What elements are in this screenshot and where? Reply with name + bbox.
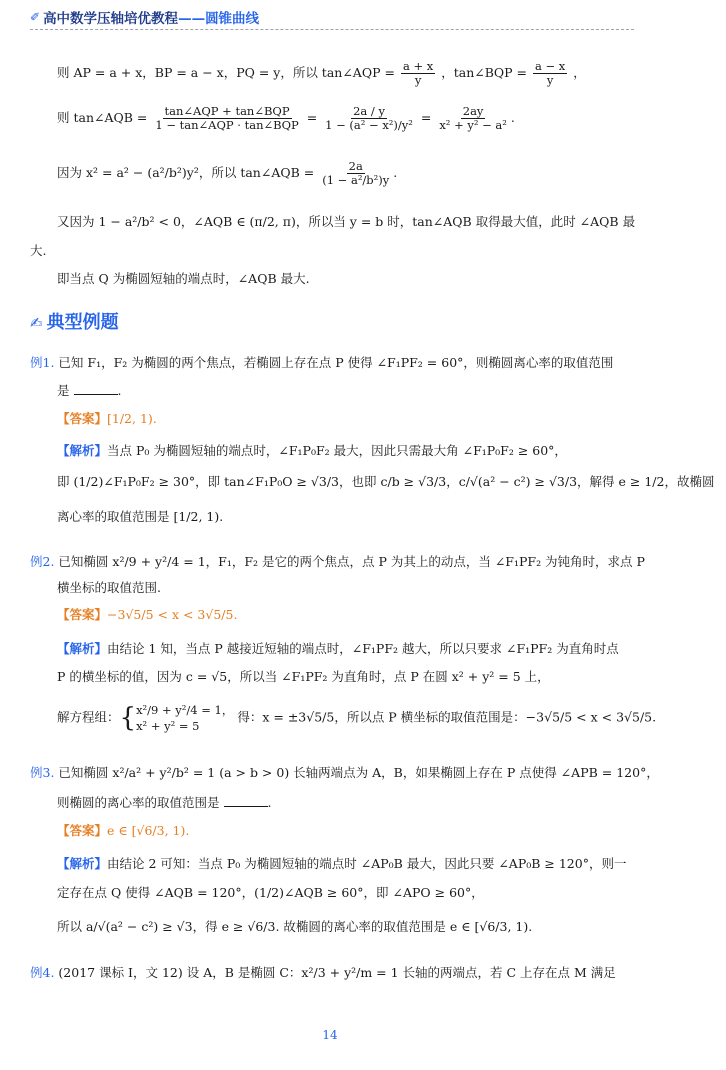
fraction: $\frac{2a / y}{\text{1 − (a² − x²)/y²}}$: [325, 104, 413, 132]
intro-line-5: 大.: [30, 243, 47, 258]
example-4-question: 例4. (2017 课标 Ⅰ，文 12) 设 A，B 是椭圆 C：x²/3 + y²/m = 1 长轴的两端点，若 C 上存在点 M 满足: [30, 965, 616, 980]
answer-blank: [74, 384, 118, 395]
example-3-question: 例3. 已知椭圆 x²/a² + y²/b² = 1 (a > b > 0) 长轴两端点为 A，B，如果椭圆上存在 P 点使得 ∠APB = 120°，: [30, 765, 659, 780]
page-number: 14: [322, 1028, 338, 1042]
example-2-question: 例2. 已知椭圆 x²/9 + y²/4 = 1，F₁，F₂ 是它的两个焦点，点 P 为其上的动点，当 ∠F₁PF₂ 为钝角时，求点 P: [30, 554, 645, 569]
fraction: $\frac{a + x}{y}$: [402, 59, 434, 87]
fraction: $\frac{2ay}{\text{x² + y² − a²}}$: [439, 104, 507, 132]
example-3-analysis-3: 所以 a/√(a² − c²) ≥ √3，得 e ≥ √6/3. 故椭圆的离心率的取值范围是 e ∈ [√6/3, 1).: [57, 919, 533, 934]
header-divider: [30, 29, 634, 30]
example-1-question-cont: 是 .: [57, 383, 122, 398]
fraction: $\frac{2a}{\text{(1 − a²/b²)y}}$: [322, 159, 390, 187]
answer-blank: [224, 796, 268, 807]
intro-line-4: 又因为 1 − a²/b² < 0，∠AQB ∈ (π/2, π)，所以当 y = b 时，tan∠AQB 取得最大值，此时 ∠AQB 最: [57, 214, 636, 229]
intro-line-3: 因为 x² = a² − (a²/b²)y²，所以 tan∠AQB = $\frac{2a}{\text{(1 − a²/b²)y}}$ .: [57, 159, 398, 187]
header-title: 高中数学压轴培优教程: [43, 11, 179, 27]
example-2-question-cont: 横坐标的取值范围.: [57, 580, 161, 595]
compass-icon: ✐: [30, 10, 41, 24]
header-subtitle: ——圆锥曲线: [178, 11, 260, 27]
pen-icon: ✍: [30, 314, 43, 332]
example-3-analysis-1: 【解析】由结论 2 可知：当点 P₀ 为椭圆短轴的端点时 ∠AP₀B 最大，因此只要 ∠AP₀B ≥ 120°，则一: [57, 856, 627, 871]
intro-line-2: 则 tan∠AQB = $\frac{\text{tan∠AQP + tan∠BQP}}{\text{1 − tan∠AQP · tan∠BQP}}$ = $\frac{2a / y}{\text{1 − (a² − x²)/y²}}$ = $\frac{2ay}{\text{x² + y² − a²}}$ .: [57, 104, 515, 132]
intro-line-6: 即当点 Q 为椭圆短轴的端点时，∠AQB 最大.: [57, 271, 310, 286]
page-header: [30, 6, 634, 28]
example-3-analysis-2: 定存在点 Q 使得 ∠AQB = 120°，(1/2)∠AQB ≥ 60°，即 ∠APO ≥ 60°，: [57, 885, 484, 900]
example-1-answer: 【答案】[1/2, 1).: [57, 411, 157, 426]
section-title: ✍ 典型例题: [30, 312, 119, 333]
example-2-analysis-1: 【解析】由结论 1 知，当点 P 越接近短轴的端点时，∠F₁PF₂ 越大，所以只要求 ∠F₁PF₂ 为直角时点: [57, 641, 619, 656]
example-1-question: 例1. 已知 F₁，F₂ 为椭圆的两个焦点，若椭圆上存在点 P 使得 ∠F₁PF₂ = 60°，则椭圆离心率的取值范围: [30, 355, 614, 370]
example-2-analysis-2: P 的横坐标的值，因为 c = √5，所以当 ∠F₁PF₂ 为直角时，点 P 在圆 x² + y² = 5 上，: [57, 669, 550, 684]
example-1-analysis-1: 【解析】当点 P₀ 为椭圆短轴的端点时，∠F₁P₀F₂ 最大，因此只需最大角 ∠F₁P₀F₂ ≥ 60°，: [57, 443, 567, 458]
fraction: $\frac{\text{tan∠AQP + tan∠BQP}}{\text{1 − tan∠AQP · tan∠BQP}}$: [155, 104, 299, 132]
example-2-answer: 【答案】−3√5/5 < x < 3√5/5.: [57, 607, 238, 622]
equation-system: x²/9 + y²/4 = 1， x² + y² = 5: [136, 703, 234, 733]
fraction: $\frac{a - x}{y}$: [535, 59, 566, 87]
example-1-analysis-2: 即 (1/2)∠F₁P₀F₂ ≥ 30°，即 tan∠F₁P₀O ≥ √3/3，也即 c/b ≥ √3/3，c/√(a² − c²) ≥ √3/3，解得 e ≥ 1/2，故椭圆: [57, 474, 715, 489]
example-2-analysis-3: 解方程组：{ x²/9 + y²/4 = 1， x² + y² = 5 得：x = ±3√5/5，所以点 P 横坐标的取值范围是：−3√5/5 < x < 3√5/5.: [57, 703, 657, 733]
example-3-answer: 【答案】e ∈ [√6/3, 1).: [57, 823, 190, 838]
example-3-question-cont: 则椭圆的离心率的取值范围是 .: [57, 795, 272, 810]
intro-line-1: 则 AP = a + x，BP = a − x，PQ = y，所以 tan∠AQP = $\frac{a + x}{y}$ ，tan∠BQP = $\frac{a - x}{y}$ ，: [57, 59, 586, 87]
example-1-analysis-3: 离心率的取值范围是 [1/2, 1).: [57, 509, 224, 524]
